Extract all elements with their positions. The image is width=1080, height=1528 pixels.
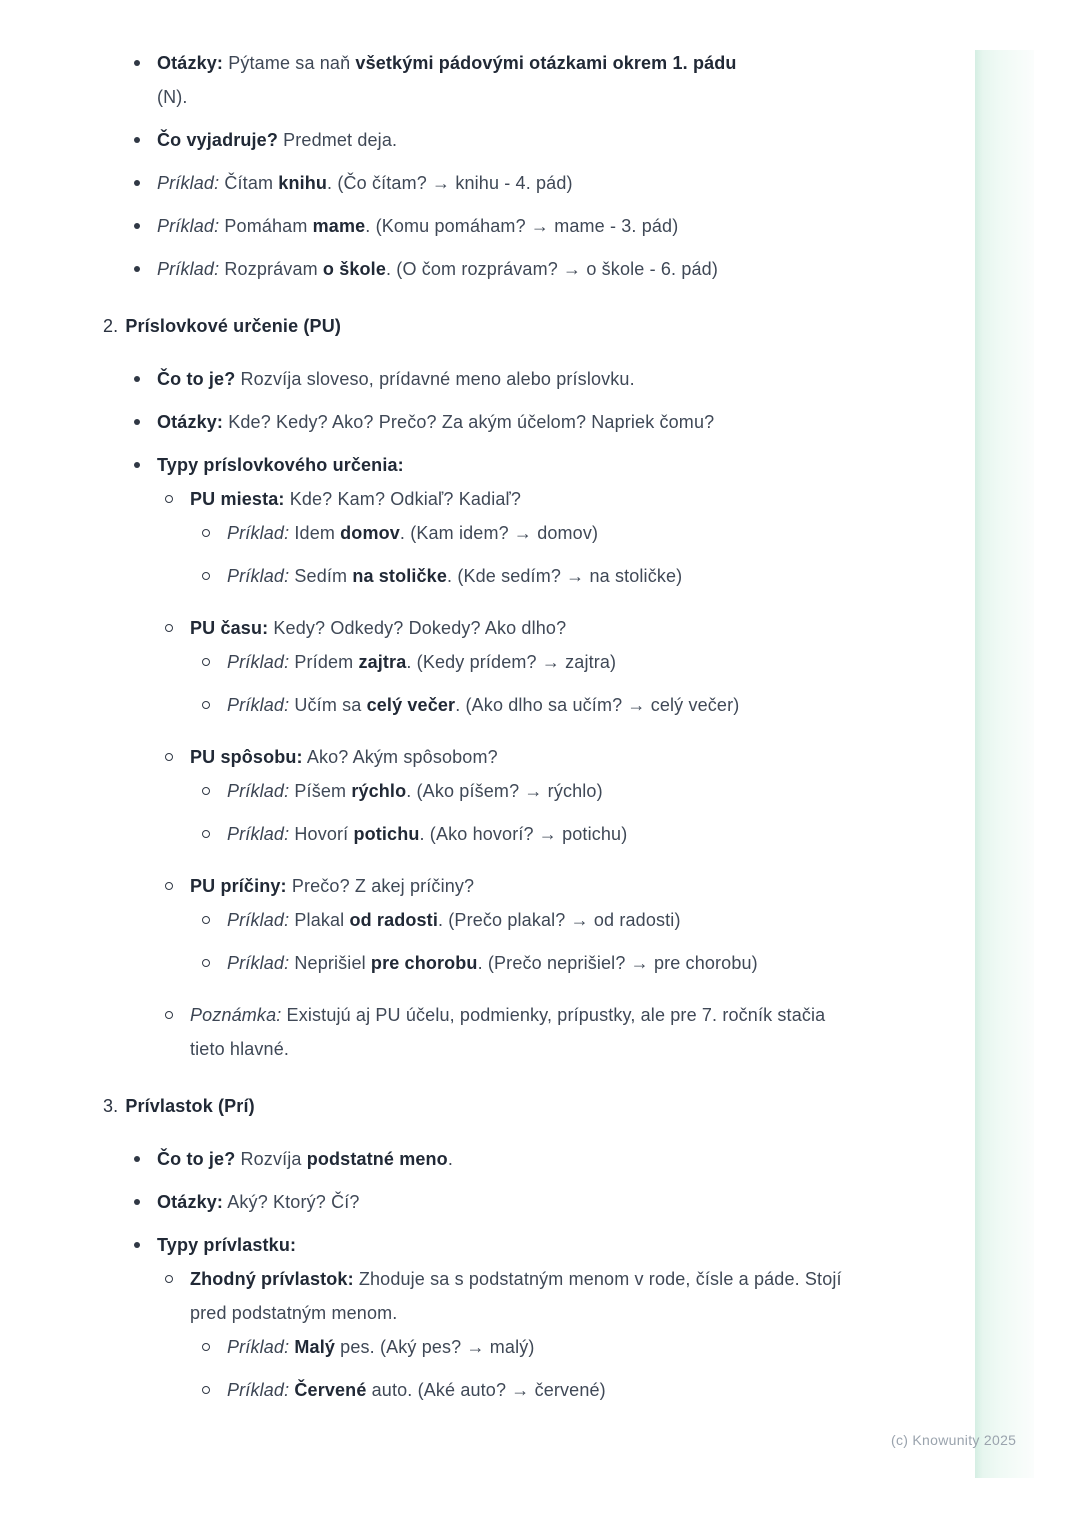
circle-bullet-icon: [202, 916, 210, 924]
item-text: PU miesta: Kde? Kam? Odkiaľ? Kadiaľ?: [190, 489, 522, 509]
disc-bullet-icon: [134, 1156, 140, 1162]
list-item-level-3: [103, 1373, 851, 1407]
disc-bullet-icon: [134, 376, 140, 382]
item-text: Príslovkové určenie (PU): [125, 316, 341, 336]
item-text: Príklad: Sedím na stoličke. (Kde sedím? → na stoličke): [227, 566, 683, 586]
list-item-level-1: [103, 209, 851, 243]
circle-bullet-icon: [202, 529, 210, 537]
list-item-level-2: [103, 1262, 851, 1330]
list-item-level-1: [103, 1185, 851, 1219]
item-text: Príklad: Červené auto. (Aké auto? → červené): [227, 1380, 606, 1400]
circle-bullet-icon: [202, 1343, 210, 1351]
list-item-level-2: [103, 482, 851, 516]
list-item-level-3: [103, 559, 851, 593]
list-item-level-1: [103, 123, 851, 157]
list-item-level-3: [103, 688, 851, 722]
list-item-level-3: [103, 774, 851, 808]
item-text: Príklad: Neprišiel pre chorobu. (Prečo neprišiel? → pre chorobu): [227, 953, 758, 973]
item-text: PU spôsobu: Ako? Akým spôsobom?: [190, 747, 498, 767]
item-text: Príklad: Rozprávam o škole. (O čom rozprávam? → o škole - 6. pád): [157, 259, 718, 279]
disc-bullet-icon: [134, 60, 140, 66]
item-text: Otázky: Pýtame sa naň všetkými pádovými otázkami okrem 1. pádu (N).: [157, 53, 737, 107]
item-text: Čo vyjadruje? Predmet deja.: [157, 130, 398, 150]
list-item-level-3: [103, 903, 851, 937]
list-item-level-3: [103, 516, 851, 550]
circle-bullet-icon: [202, 787, 210, 795]
item-text: Typy príslovkového určenia:: [157, 455, 404, 475]
item-text: PU času: Kedy? Odkedy? Dokedy? Ako dlho?: [190, 618, 567, 638]
item-text: Čo to je? Rozvíja sloveso, prídavné meno alebo príslovku.: [157, 369, 635, 389]
list-item-level-2: [103, 869, 851, 903]
accent-strip: [975, 50, 1034, 1478]
disc-bullet-icon: [134, 1199, 140, 1205]
circle-bullet-icon: [165, 495, 173, 503]
circle-bullet-icon: [165, 882, 173, 890]
item-text: Príklad: Učím sa celý večer. (Ako dlho sa učím? → celý večer): [227, 695, 740, 715]
list-item-level-1: [103, 1228, 851, 1262]
section-heading: [103, 309, 851, 343]
list-item-level-3: [103, 1330, 851, 1364]
list-item-level-1: [103, 448, 851, 482]
list-item-level-3: [103, 817, 851, 851]
list-item-level-1: [103, 362, 851, 396]
item-text: Otázky: Kde? Kedy? Ako? Prečo? Za akým účelom? Napriek čomu?: [157, 412, 715, 432]
item-text: Príklad: Prídem zajtra. (Kedy prídem? → zajtra): [227, 652, 617, 672]
disc-bullet-icon: [134, 223, 140, 229]
circle-bullet-icon: [202, 658, 210, 666]
list-item-level-1: [103, 405, 851, 439]
item-text: Otázky: Aký? Ktorý? Čí?: [157, 1192, 360, 1212]
list-item-level-2: [103, 740, 851, 774]
circle-bullet-icon: [202, 830, 210, 838]
copyright-watermark: (c) Knowunity 2025: [891, 1432, 1017, 1448]
item-text: Príklad: Idem domov. (Kam idem? → domov): [227, 523, 599, 543]
notes-content: [103, 46, 851, 1407]
section-heading: [103, 1089, 851, 1123]
list-item-level-1: [103, 166, 851, 200]
disc-bullet-icon: [134, 180, 140, 186]
list-item-level-2: [103, 611, 851, 645]
list-item-level-1: [103, 252, 851, 286]
heading-number: 3.: [103, 1096, 119, 1116]
item-text: Príklad: Pomáham mame. (Komu pomáham? → mame - 3. pád): [157, 216, 679, 236]
item-text: Príklad: Hovorí potichu. (Ako hovorí? → potichu): [227, 824, 628, 844]
item-text: Prívlastok (Prí): [125, 1096, 255, 1116]
circle-bullet-icon: [202, 1386, 210, 1394]
item-text: Príklad: Píšem rýchlo. (Ako píšem? → rýchlo): [227, 781, 603, 801]
disc-bullet-icon: [134, 462, 140, 468]
circle-bullet-icon: [165, 1011, 173, 1019]
circle-bullet-icon: [165, 753, 173, 761]
item-text: Zhodný prívlastok: Zhoduje sa s podstatným menom v rode, čísle a páde. Stojí pred podstatným menom.: [190, 1269, 842, 1323]
disc-bullet-icon: [134, 266, 140, 272]
item-text: Čo to je? Rozvíja podstatné meno.: [157, 1149, 453, 1169]
item-text: Príklad: Čítam knihu. (Čo čítam? → knihu - 4. pád): [157, 173, 573, 193]
list-item-level-2: [103, 998, 851, 1066]
item-text: Príklad: Malý pes. (Aký pes? → malý): [227, 1337, 535, 1357]
item-text: PU príčiny: Prečo? Z akej príčiny?: [190, 876, 475, 896]
heading-number: 2.: [103, 316, 119, 336]
list-item-level-1: [103, 46, 851, 114]
disc-bullet-icon: [134, 137, 140, 143]
item-text: Poznámka: Existujú aj PU účelu, podmienky, prípustky, ale pre 7. ročník stačia tieto hlavné.: [190, 1005, 826, 1059]
list-item-level-1: [103, 1142, 851, 1176]
disc-bullet-icon: [134, 1242, 140, 1248]
item-text: Príklad: Plakal od radosti. (Prečo plakal? → od radosti): [227, 910, 681, 930]
circle-bullet-icon: [202, 959, 210, 967]
circle-bullet-icon: [165, 624, 173, 632]
circle-bullet-icon: [165, 1275, 173, 1283]
list-item-level-3: [103, 946, 851, 980]
list-item-level-3: [103, 645, 851, 679]
circle-bullet-icon: [202, 572, 210, 580]
item-text: Typy prívlastku:: [157, 1235, 297, 1255]
disc-bullet-icon: [134, 419, 140, 425]
circle-bullet-icon: [202, 701, 210, 709]
